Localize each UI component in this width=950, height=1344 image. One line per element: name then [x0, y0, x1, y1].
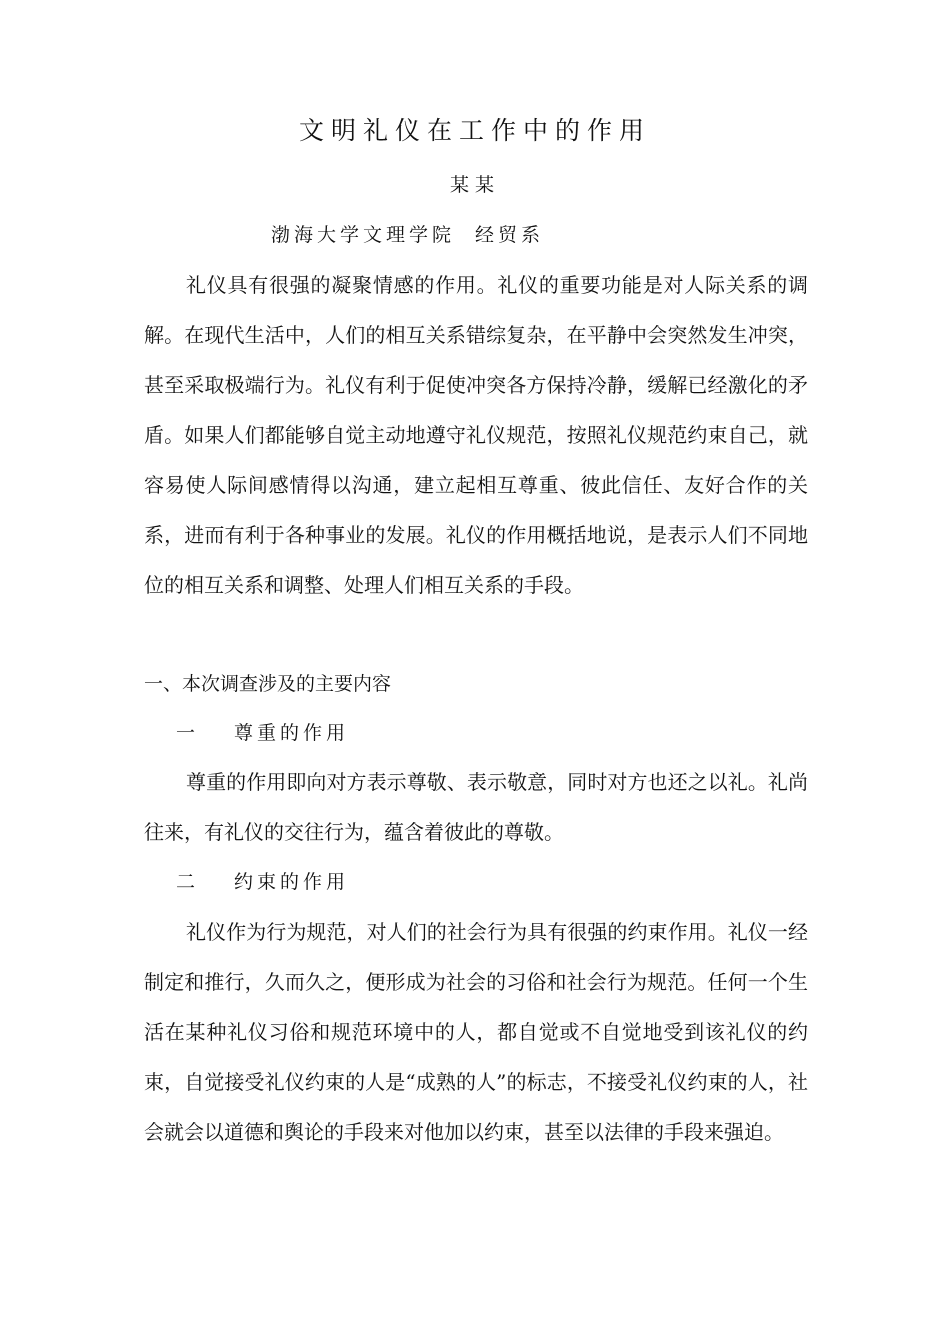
institution-name: 渤海大学文理学院 [271, 224, 456, 246]
subsection-heading-constraint [176, 866, 349, 898]
subsection-paragraph-constraint: 礼仪作为行为规范，对人们的社会行为具有很强的约束作用。礼仪一经制定和推行，久而久之，便形成为社会的习俗和社会行为规范。任何一个生活在某种礼仪习俗和规范环境中的人，都自觉或不自觉地受到该礼仪的约束，自觉接受礼仪约束的人是“成熟的人”的标志，不接受礼仪约束的人，社会就会以道德和舆论的手段来对他加以约束，甚至以法律的手段来强迫。 [144, 920, 808, 1144]
subsection-number: 一 [176, 722, 200, 744]
subsection-number: 二 [176, 871, 200, 893]
subsection-heading-respect [176, 717, 349, 749]
section-heading: 一、本次调查涉及的主要内容 [144, 673, 392, 695]
document-title: 文明礼仪在工作中的作用 [298, 116, 651, 145]
intro-paragraph: 礼仪具有很强的凝聚情感的作用。礼仪的重要功能是对人际关系的调解。在现代生活中，人们的相互关系错综复杂，在平静中会突然发生冲突，甚至采取极端行为。礼仪有利于促使冲突各方保持冷静，缓解已经激化的矛盾。如果人们都能够自觉主动地遵守礼仪规范，按照礼仪规范约束自己，就容易使人际间感情得以沟通，建立起相互尊重、彼此信任、友好合作的关系，进而有利于各种事业的发展。礼仪的作用概括地说，是表示人们不同地位的相互关系和调整、处理人们相互关系的手段。 [144, 273, 808, 597]
department-name: 经贸系 [475, 224, 545, 246]
subsection-title: 尊重的作用 [234, 722, 350, 744]
subsection-title: 约束的作用 [234, 871, 350, 893]
author-name: 某某 [449, 174, 500, 196]
subsection-paragraph-respect: 尊重的作用即向对方表示尊敬、表示敬意，同时对方也还之以礼。礼尚往来，有礼仪的交往行为，蕴含着彼此的尊敬。 [144, 770, 808, 844]
author-affiliation [271, 220, 544, 250]
